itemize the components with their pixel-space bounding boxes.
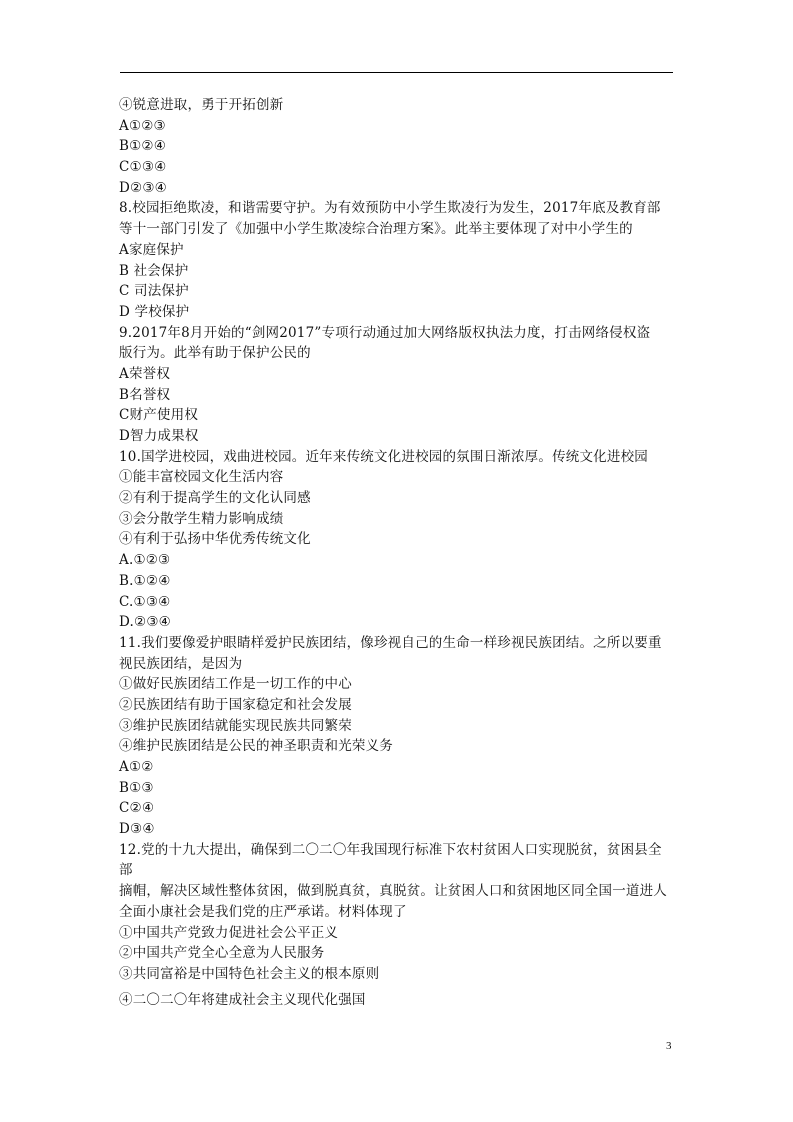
answer-choice: C 司法保护 xyxy=(119,283,189,300)
page-body xyxy=(119,95,689,1010)
option-line: ②中国共产党全心全意为人民服务 xyxy=(119,945,325,962)
question-12-stem: 12.党的十九大提出，确保到二〇二〇年我国现行标准下农村贫困人口实现脱贫，贫困县全 xyxy=(119,841,662,858)
question-12-stem: 摘帽，解决区域性整体贫困，做到脱真贫，真脱贫。让贫困人口和贫困地区同全国一道进人 xyxy=(119,883,667,900)
question-12-stem: 全面小康社会是我们党的庄严承诺。材料体现了 xyxy=(119,903,407,920)
answer-choice: D②③④ xyxy=(119,179,167,196)
option-line: ③维护民族团结就能实现民族共同繁荣 xyxy=(119,717,352,734)
answer-choice: B名誉权 xyxy=(119,386,171,403)
page-number: 3 xyxy=(666,1040,672,1052)
answer-choice: A家庭保护 xyxy=(119,241,184,258)
option-line: ③会分散学生精力影响成绩 xyxy=(119,510,284,527)
option-line: ③共同富裕是中国特色社会主义的根本原则 xyxy=(119,965,380,982)
answer-choice: D③④ xyxy=(119,821,155,838)
option-line: ④维护民族团结是公民的神圣职责和光荣义务 xyxy=(119,738,393,755)
question-10-stem: 10.国学进校园，戏曲进校园。近年来传统文化进校园的氛围日渐浓厚。传统文化进校园 xyxy=(119,448,648,465)
question-11-stem: 11.我们要像爱护眼睛样爱护民族团结，像珍视自己的生命一样珍视民族团结。之所以要重 xyxy=(119,634,662,651)
answer-choice: B.①②④ xyxy=(119,572,171,589)
question-8-stem: 等十一部门引发了《加强中小学生欺凌综合治理方案》。此举主要体现了对中小学生的 xyxy=(119,221,633,238)
answer-choice: A荣誉权 xyxy=(119,365,171,382)
option-line: ①中国共产党致力促进社会公平正义 xyxy=(119,924,339,941)
answer-choice: A①②③ xyxy=(119,117,166,134)
option-line: ①能丰富校园文化生活内容 xyxy=(119,469,284,486)
answer-choice: C财产使用权 xyxy=(119,407,199,424)
option-line: ④有利于弘扬中华优秀传统文化 xyxy=(119,531,311,548)
answer-choice: B①②④ xyxy=(119,138,167,155)
option-line: ④锐意进取，勇于开拓创新 xyxy=(119,97,284,113)
question-12-stem: 部 xyxy=(119,862,133,879)
header-rule xyxy=(120,72,673,73)
answer-choice: A①② xyxy=(119,759,154,775)
option-line: ①做好民族团结工作是一切工作的中心 xyxy=(119,676,352,693)
option-line: ②有利于提高学生的文化认同感 xyxy=(119,490,311,507)
answer-choice: B①③ xyxy=(119,779,154,796)
question-8-stem: 8.校园拒绝欺凌，和谐需要守护。为有效预防中小学生欺凌行为发生，2017年底及教育部 xyxy=(119,200,661,217)
question-9-stem: 版行为。此举有助于保护公民的 xyxy=(119,345,311,362)
answer-choice: C①③④ xyxy=(119,159,167,176)
answer-choice: C.①③④ xyxy=(119,593,171,610)
option-line: ②民族团结有助于国家稳定和社会发展 xyxy=(119,696,352,713)
question-11-stem: 视民族团结，是因为 xyxy=(119,655,243,672)
answer-choice: D智力成果权 xyxy=(119,428,199,444)
answer-choice: B 社会保护 xyxy=(119,262,189,279)
option-line: ④二〇二〇年将建成社会主义现代化强国 xyxy=(119,991,366,1008)
answer-choice: A.①②③ xyxy=(119,552,171,569)
answer-choice: C②④ xyxy=(119,800,155,817)
answer-choice: D.②③④ xyxy=(119,614,171,631)
question-9-stem: 9.2017年8月开始的“剑网2017”专项行动通过加大网络版权执法力度，打击网络侵权盗 xyxy=(119,324,651,341)
answer-choice: D 学校保护 xyxy=(119,303,190,320)
